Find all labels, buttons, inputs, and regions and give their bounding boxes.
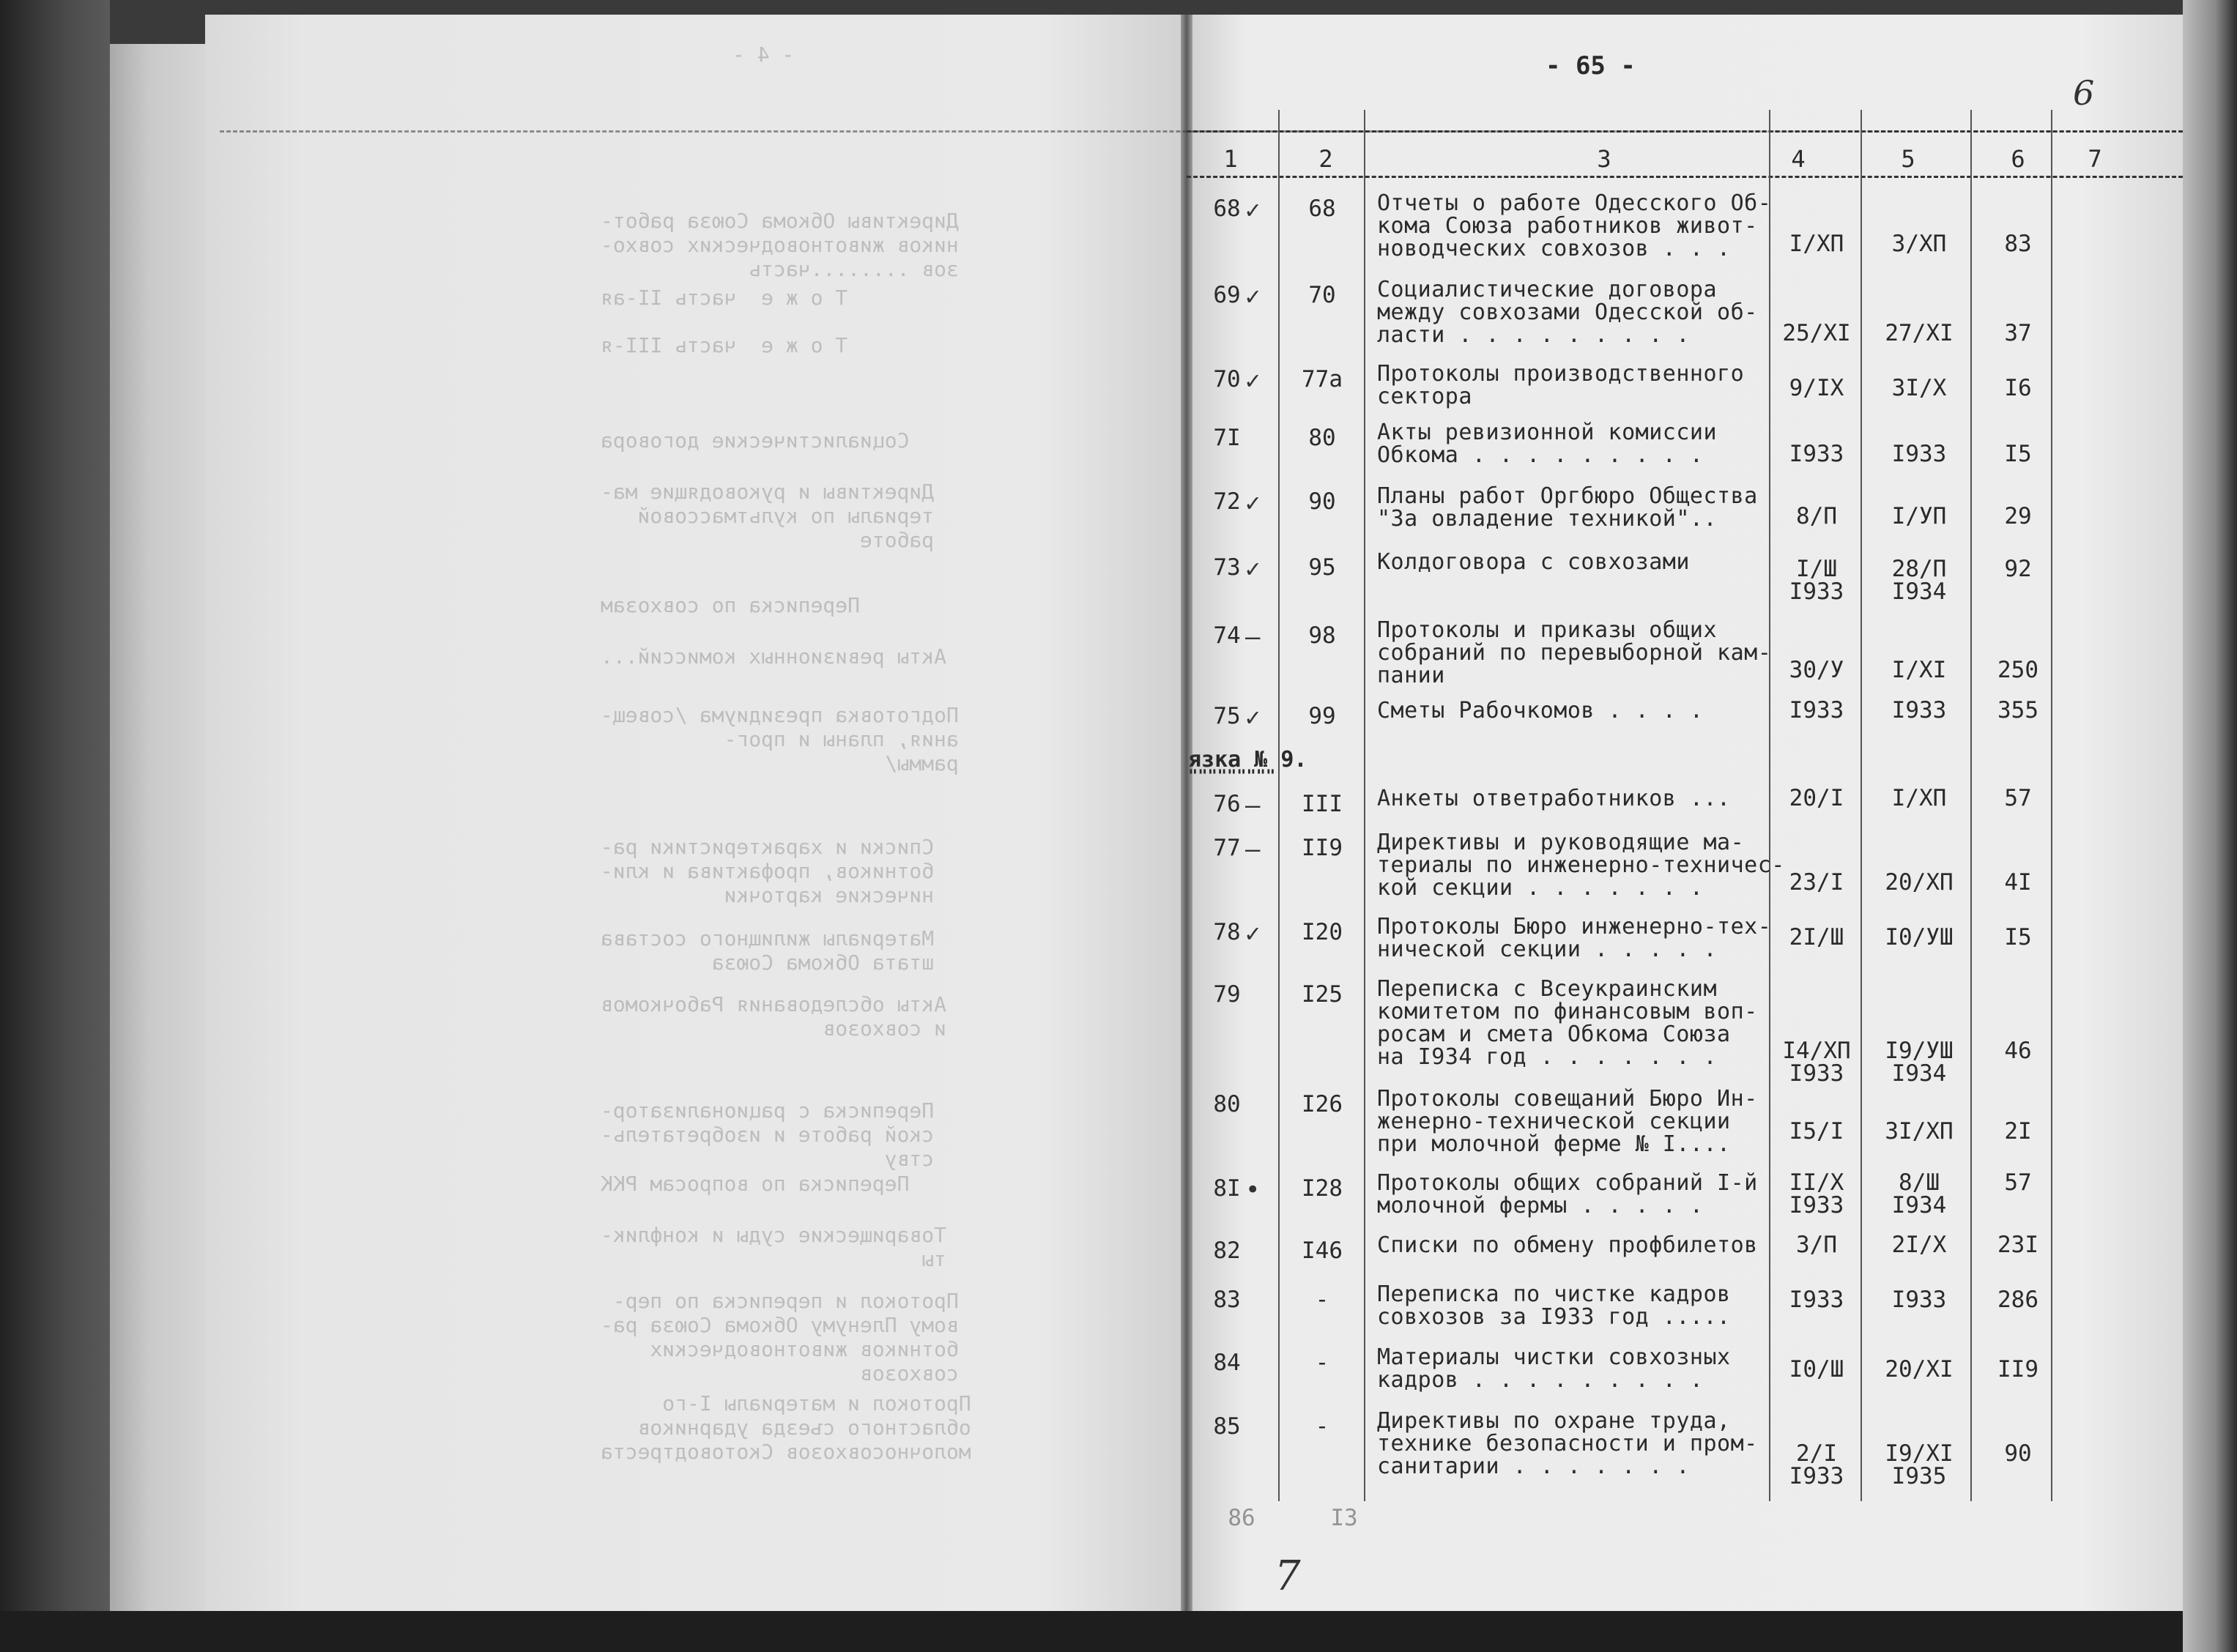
- bleedthrough-text: Протокол и материалы I-го областного съезда ударников молочносовхозов Скотоводтреста: [601, 1391, 971, 1464]
- col-header-1: 1: [1223, 145, 1238, 173]
- row-sheet-count: 37: [2004, 320, 2032, 346]
- check-mark-icon: ✓: [1245, 919, 1261, 948]
- row-sheet-count: 286: [1997, 1287, 2038, 1313]
- row-end-date: I/УП: [1891, 503, 1947, 529]
- bleedthrough-text: Переписка с рационализатор- ской работе и изобретатель- ству: [601, 1098, 935, 1171]
- row-description: Протоколы производственного сектора: [1377, 361, 1745, 409]
- row-description: Материалы чистки совхозных кадров . . . . . . . . .: [1377, 1344, 1731, 1393]
- row-number: 7I: [1213, 425, 1241, 451]
- row-sheet-count: 355: [1997, 697, 2038, 723]
- row-start-date: 2/I I933: [1789, 1440, 1844, 1489]
- row-number: 70: [1213, 366, 1241, 392]
- row-start-date: 30/У: [1789, 657, 1844, 683]
- bleedthrough-text: Акты ревизионных комиссий...: [601, 644, 947, 669]
- row-end-date: I933: [1891, 441, 1947, 467]
- row-sheet-count: 83: [2004, 231, 2032, 257]
- row-number: 78: [1213, 919, 1241, 945]
- check-mark-icon: •: [1245, 1175, 1261, 1205]
- row-start-date: 20/I: [1789, 785, 1844, 811]
- left-page-number: - 4 -: [732, 42, 795, 67]
- row-ref: 99: [1308, 703, 1336, 729]
- row-number: 72: [1213, 488, 1241, 515]
- row-sheet-count: 250: [1997, 657, 2038, 683]
- bleedthrough-text: Протокол и переписка по пер- вому Пленуму Обкома Союза ра- ботников животноводческих совхозов: [601, 1289, 959, 1385]
- check-mark-icon: ✓: [1245, 366, 1261, 395]
- bleedthrough-text: Т о ж е часть III-я: [601, 333, 848, 357]
- bleedthrough-text: Социалистические договора: [601, 428, 910, 453]
- row-ref: III: [1302, 791, 1343, 817]
- row-sheet-count: 90: [2004, 1440, 2032, 1467]
- column-divider: [1769, 110, 1770, 1501]
- check-mark-icon: ✓: [1245, 282, 1261, 311]
- row-description: Директивы по охране труда, технике безопасности и пром- санитарии . . . . . . .: [1377, 1408, 1758, 1479]
- check-mark-icon: ✓: [1245, 196, 1261, 225]
- row-number: 84: [1213, 1350, 1241, 1376]
- row-ref: I25: [1302, 981, 1343, 1008]
- header-rule-top: [1187, 130, 2183, 133]
- row-start-date: 3/П: [1796, 1232, 1837, 1258]
- book-gutter: [1181, 15, 1192, 1611]
- row-ref: -: [1315, 1413, 1329, 1440]
- row-number: 75: [1213, 703, 1241, 729]
- row-ref: 70: [1308, 282, 1336, 308]
- row-start-date: I/Ш I933: [1789, 556, 1844, 605]
- row-sheet-count: 92: [2004, 556, 2032, 582]
- book-cover-edge: [2183, 0, 2237, 1652]
- row-start-date: I933: [1789, 697, 1844, 723]
- row-end-date: 3I/XП: [1885, 1118, 1954, 1145]
- row-end-date: I933: [1891, 1287, 1947, 1313]
- row-sheet-count: 4I: [2004, 869, 2032, 896]
- faint-row-ref: I3: [1330, 1505, 1358, 1531]
- row-end-date: 8/Ш I934: [1891, 1169, 1947, 1218]
- row-ref: II9: [1302, 835, 1343, 861]
- row-description: Планы работ Оргбюро Общества "За овладение техникой"..: [1377, 483, 1758, 532]
- row-end-date: 20/XП: [1885, 869, 1954, 896]
- check-mark-icon: —: [1245, 835, 1261, 864]
- row-start-date: 9/IX: [1789, 375, 1844, 401]
- header-rule-bottom: [1187, 176, 2183, 178]
- section-label: язка № 9.: [1188, 747, 1307, 773]
- row-end-date: 27/XI: [1885, 320, 1954, 346]
- row-end-date: 3/XП: [1891, 231, 1947, 257]
- bleedthrough-text: Т о ж е часть II-ая: [601, 286, 848, 310]
- row-ref: I28: [1302, 1175, 1343, 1202]
- row-ref: I20: [1302, 919, 1343, 945]
- section-underline: """"""""": [1188, 767, 1276, 786]
- row-sheet-count: II9: [1997, 1356, 2038, 1383]
- row-ref: 68: [1308, 196, 1336, 222]
- row-end-date: 20/XI: [1885, 1356, 1954, 1383]
- column-divider: [1861, 110, 1862, 1501]
- row-start-date: I/XП: [1789, 231, 1844, 257]
- row-description: Отчеты о работе Одесского Об- кома Союза работников живот- новодческих совхозов . . .: [1377, 190, 1772, 261]
- check-mark-icon: —: [1245, 791, 1261, 820]
- row-sheet-count: 29: [2004, 503, 2032, 529]
- column-divider: [1278, 110, 1280, 1501]
- row-start-date: I0/Ш: [1789, 1356, 1844, 1383]
- row-start-date: 2I/Ш: [1789, 924, 1844, 950]
- row-end-date: 3I/X: [1891, 375, 1947, 401]
- bleedthrough-text: Директивы Обкома Союза работ- ников животноводческих совхо- зов ........часть: [601, 209, 959, 281]
- row-start-date: 25/XI: [1782, 320, 1851, 346]
- row-sheet-count: 23I: [1997, 1232, 2038, 1258]
- corner-mark: 6: [2073, 73, 2095, 113]
- row-sheet-count: 57: [2004, 1169, 2032, 1196]
- row-description: Переписка по чистке кадров совхозов за I933 год .....: [1377, 1281, 1731, 1330]
- page-stack-edge: [110, 44, 205, 1611]
- col-header-5: 5: [1901, 145, 1915, 173]
- row-start-date: I933: [1789, 1287, 1844, 1313]
- row-ref: 95: [1308, 554, 1336, 581]
- bleedthrough-text: Директивы и руководящие ма- териалы по культмассовой работе: [601, 480, 935, 552]
- row-description: Протоколы совещаний Бюро Ин- женерно-технической секции при молочной ферме № I....: [1377, 1086, 1758, 1157]
- row-sheet-count: 2I: [2004, 1118, 2032, 1145]
- row-description: Социалистические договора между совхозами Одесской об- ласти . . . . . . . . .: [1377, 277, 1758, 348]
- bleedthrough-text: Подготовка президиума /совещ- ания, планы и прог- раммы/: [601, 703, 959, 775]
- row-description: Анкеты ответработников ...: [1377, 786, 1731, 811]
- row-ref: 77а: [1302, 366, 1343, 392]
- col-header-2: 2: [1318, 145, 1333, 173]
- scan-background-bottom: [0, 1611, 2237, 1652]
- row-number: 69: [1213, 282, 1241, 308]
- row-description: Сметы Рабочкомов . . . .: [1377, 698, 1704, 723]
- row-ref: -: [1315, 1287, 1329, 1313]
- row-description: Протоколы Бюро инженерно-тех- нической секции . . . . .: [1377, 914, 1772, 962]
- row-ref: 80: [1308, 425, 1336, 451]
- row-number: 82: [1213, 1238, 1241, 1264]
- row-end-date: I/XI: [1891, 657, 1947, 683]
- row-ref: I26: [1302, 1091, 1343, 1117]
- bleedthrough-text: Переписка по вопросам РКК: [601, 1172, 910, 1196]
- row-end-date: I933: [1891, 697, 1947, 723]
- row-ref: 98: [1308, 622, 1336, 649]
- row-description: Протоколы общих собраний I-й молочной фермы . . . . .: [1377, 1170, 1758, 1218]
- row-number: 74: [1213, 622, 1241, 649]
- row-end-date: 2I/X: [1891, 1232, 1947, 1258]
- row-end-date: I9/УШ I934: [1885, 1038, 1954, 1087]
- row-description: Переписка с Всеукраинским комитетом по финансовым воп- росам и смета Обкома Союза на I934 год . . . . . . .: [1377, 976, 1758, 1070]
- bleedthrough-text: Материалы жилищного состава штата Обкома Союза: [601, 926, 935, 975]
- col-header-4: 4: [1791, 145, 1806, 173]
- bleedthrough-text: Товарищеские суды и конфлик- ты: [601, 1223, 947, 1271]
- row-number: 77: [1213, 835, 1241, 861]
- page-number: - 65 -: [1546, 51, 1636, 81]
- col-header-6: 6: [2011, 145, 2025, 173]
- row-ref: 90: [1308, 488, 1336, 515]
- row-description: Колдоговора с совхозами: [1377, 549, 1690, 575]
- bleedthrough-text: Списки и характеристики ра- ботников, профактива и кли- нические карточки: [601, 835, 935, 907]
- row-end-date: 28/П I934: [1891, 556, 1947, 605]
- column-divider: [2051, 110, 2052, 1501]
- handwritten-mark: 7: [1275, 1552, 1301, 1600]
- row-sheet-count: 46: [2004, 1038, 2032, 1064]
- row-ref: I46: [1302, 1238, 1343, 1264]
- row-description: Директивы и руководящие ма- териалы по инженерно-техничес- кой секции . . . . . . .: [1377, 830, 1785, 901]
- row-start-date: I4/XП I933: [1782, 1038, 1851, 1087]
- check-mark-icon: —: [1245, 622, 1261, 652]
- row-end-date: I/XП: [1891, 785, 1947, 811]
- col-header-7: 7: [2088, 145, 2102, 173]
- row-end-date: I9/XI I935: [1885, 1440, 1954, 1489]
- column-divider: [1970, 110, 1972, 1501]
- check-mark-icon: ✓: [1245, 488, 1261, 518]
- row-number: 68: [1213, 196, 1241, 222]
- row-sheet-count: 57: [2004, 785, 2032, 811]
- row-number: 73: [1213, 554, 1241, 581]
- row-number: 79: [1213, 981, 1241, 1008]
- row-number: 83: [1213, 1287, 1241, 1313]
- row-sheet-count: I5: [2004, 441, 2032, 467]
- column-divider: [1364, 110, 1365, 1501]
- check-mark-icon: ✓: [1245, 554, 1261, 584]
- row-end-date: I0/УШ: [1885, 924, 1954, 950]
- row-ref: -: [1315, 1350, 1329, 1376]
- faint-row-number: 86: [1228, 1505, 1255, 1531]
- row-start-date: II/X I933: [1789, 1169, 1844, 1218]
- row-start-date: I5/I: [1789, 1118, 1844, 1145]
- check-mark-icon: ✓: [1245, 703, 1261, 732]
- row-start-date: I933: [1789, 441, 1844, 467]
- row-description: Протоколы и приказы общих собраний по перевыборной кам- пании: [1377, 617, 1772, 688]
- row-number: 85: [1213, 1413, 1241, 1440]
- row-description: Списки по обмену профбилетов: [1377, 1232, 1758, 1258]
- row-start-date: 23/I: [1789, 869, 1844, 896]
- row-number: 76: [1213, 791, 1241, 817]
- bleedthrough-text: Переписка по совхозам: [601, 593, 861, 617]
- row-number: 80: [1213, 1091, 1241, 1117]
- row-number: 8I: [1213, 1175, 1241, 1202]
- row-start-date: 8/П: [1796, 503, 1837, 529]
- row-sheet-count: I5: [2004, 924, 2032, 950]
- row-description: Акты ревизионной комиссии Обкома . . . . . . . . .: [1377, 420, 1718, 468]
- row-sheet-count: I6: [2004, 375, 2032, 401]
- col-header-3: 3: [1597, 145, 1611, 173]
- scan-background-left: [0, 0, 110, 1652]
- bleedthrough-text: Акты обследования Рабочкомов и совхозов: [601, 992, 947, 1041]
